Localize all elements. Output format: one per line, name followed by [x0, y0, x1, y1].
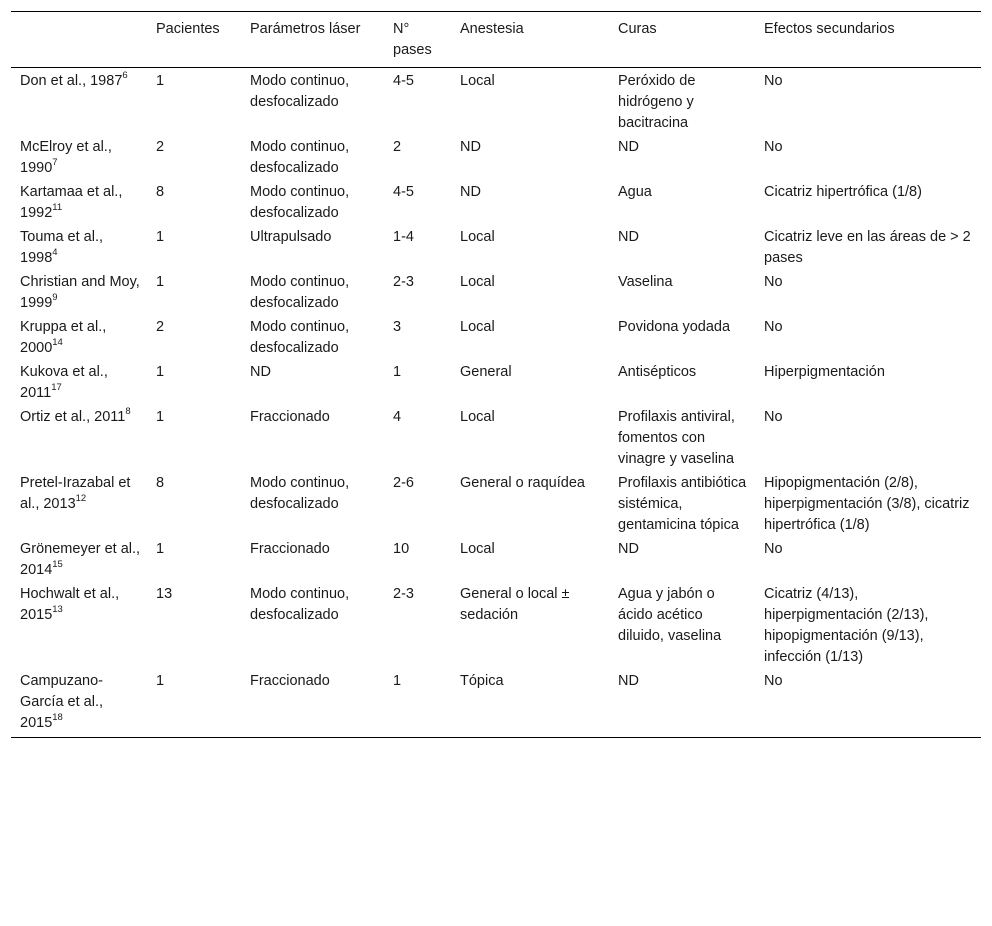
- author-name: Christian and Moy, 1999: [20, 274, 140, 311]
- table-row: [11, 136, 981, 181]
- efectos-cell: No: [764, 673, 783, 689]
- efectos-cell: Hipopigmentación (2/8), hiperpigmentación (3/8), cicatriz hipertrófica (1/8): [764, 475, 970, 533]
- parametros-cell: Modo continuo, desfocalizado: [250, 73, 350, 110]
- author-name: Hochwalt et al., 2015: [20, 586, 120, 623]
- efectos-cell: Hiperpigmentación: [764, 364, 885, 380]
- table-row: [11, 316, 981, 361]
- author-name: Ortiz et al., 2011: [20, 409, 126, 425]
- anestesia-cell: ND: [460, 184, 481, 200]
- efectos-cell: No: [764, 274, 783, 290]
- table-header: [11, 12, 981, 68]
- curas-cell: ND: [618, 139, 639, 155]
- anestesia-cell: Tópica: [460, 673, 504, 689]
- reference-number: 6: [122, 70, 128, 82]
- reference-number: 14: [52, 337, 63, 349]
- efectos-cell: Cicatriz hipertrófica (1/8): [764, 184, 922, 200]
- efectos-cell: No: [764, 541, 783, 557]
- pacientes-cell: 1: [156, 229, 165, 245]
- pases-cell: 4: [393, 409, 402, 425]
- parametros-cell: Fraccionado: [250, 673, 330, 689]
- pacientes-cell: 1: [156, 541, 165, 557]
- curas-cell: Profilaxis antibiótica sistémica, gentamicina tópica: [618, 475, 747, 533]
- author-cell: [11, 136, 147, 181]
- reference-number: 8: [125, 406, 131, 418]
- parametros-cell: Ultrapulsado: [250, 229, 332, 245]
- pacientes-cell: 1: [156, 73, 165, 89]
- curas-cell: ND: [618, 229, 639, 245]
- author-cell: [11, 316, 147, 361]
- header-author: [11, 12, 147, 68]
- author-name: Touma et al., 1998: [20, 229, 104, 266]
- anestesia-cell: General o local ± sedación: [460, 586, 570, 623]
- parametros-cell: Modo continuo, desfocalizado: [250, 586, 350, 623]
- reference-number: 15: [52, 559, 63, 571]
- table-row: [11, 670, 981, 738]
- curas-cell: ND: [618, 673, 639, 689]
- table-body: [11, 68, 981, 738]
- efectos-cell: Cicatriz (4/13), hiperpigmentación (2/13), hipopigmentación (9/13), infección (1/13): [764, 586, 929, 665]
- pacientes-cell: 1: [156, 274, 165, 290]
- anestesia-cell: Local: [460, 229, 495, 245]
- reference-number: 9: [52, 292, 58, 304]
- results-table: [11, 11, 981, 738]
- table-row: [11, 226, 981, 271]
- table-row: [11, 271, 981, 316]
- pacientes-cell: 1: [156, 409, 165, 425]
- anestesia-cell: Local: [460, 73, 495, 89]
- pases-cell: 2-6: [393, 475, 414, 491]
- parametros-cell: Modo continuo, desfocalizado: [250, 184, 350, 221]
- curas-cell: Profilaxis antiviral, fomentos con vinagre y vaselina: [618, 409, 735, 467]
- parametros-cell: Fraccionado: [250, 541, 330, 557]
- parametros-cell: Modo continuo, desfocalizado: [250, 319, 350, 356]
- anestesia-cell: General o raquídea: [460, 475, 585, 491]
- pases-cell: 10: [393, 541, 410, 557]
- pacientes-cell: 13: [156, 586, 173, 602]
- header-pacientes: Pacientes: [156, 21, 220, 37]
- header-pases: N° pases: [393, 21, 432, 58]
- pacientes-cell: 2: [156, 319, 165, 335]
- pases-cell: 4-5: [393, 73, 414, 89]
- author-cell: [11, 406, 147, 472]
- header-efectos: Efectos secundarios: [764, 21, 895, 37]
- author-cell: [11, 271, 147, 316]
- curas-cell: Vaselina: [618, 274, 673, 290]
- pases-cell: 1: [393, 673, 402, 689]
- anestesia-cell: Local: [460, 409, 495, 425]
- anestesia-cell: Local: [460, 319, 495, 335]
- header-row: [11, 12, 981, 68]
- curas-cell: Agua y jabón o ácido acético diluido, vaselina: [618, 586, 722, 644]
- reference-number: 13: [52, 604, 63, 616]
- author-name: Kruppa et al., 2000: [20, 319, 107, 356]
- header-anestesia: Anestesia: [460, 21, 524, 37]
- author-name: Grönemeyer et al., 2014: [20, 541, 141, 578]
- author-name: McElroy et al., 1990: [20, 139, 112, 176]
- header-curas: Curas: [618, 21, 657, 37]
- parametros-cell: Fraccionado: [250, 409, 330, 425]
- pases-cell: 1-4: [393, 229, 414, 245]
- efectos-cell: No: [764, 73, 783, 89]
- pases-cell: 4-5: [393, 184, 414, 200]
- pacientes-cell: 1: [156, 364, 165, 380]
- pacientes-cell: 8: [156, 475, 165, 491]
- pacientes-cell: 8: [156, 184, 165, 200]
- author-cell: [11, 472, 147, 538]
- table-row: [11, 406, 981, 472]
- author-cell: [11, 68, 147, 137]
- reference-number: 11: [52, 202, 63, 214]
- efectos-cell: No: [764, 409, 783, 425]
- reference-number: 18: [52, 712, 63, 724]
- reference-number: 12: [75, 493, 87, 505]
- reference-number: 7: [52, 157, 58, 169]
- author-name: Kukova et al., 2011: [20, 364, 108, 401]
- table-row: [11, 68, 981, 137]
- author-name: Don et al., 1987: [20, 73, 123, 89]
- anestesia-cell: General: [460, 364, 512, 380]
- author-cell: [11, 583, 147, 670]
- parametros-cell: ND: [250, 364, 271, 380]
- pases-cell: 2-3: [393, 274, 414, 290]
- pacientes-cell: 1: [156, 673, 165, 689]
- table-row: [11, 361, 981, 406]
- curas-cell: Povidona yodada: [618, 319, 731, 335]
- pases-cell: 3: [393, 319, 402, 335]
- author-cell: [11, 538, 147, 583]
- author-cell: [11, 181, 147, 226]
- curas-cell: Agua: [618, 184, 652, 200]
- curas-cell: Antisépticos: [618, 364, 697, 380]
- curas-cell: ND: [618, 541, 639, 557]
- parametros-cell: Modo continuo, desfocalizado: [250, 139, 350, 176]
- author-name: Campuzano-García et al., 2015: [20, 673, 104, 731]
- efectos-cell: Cicatriz leve en las áreas de > 2 pases: [764, 229, 971, 266]
- anestesia-cell: Local: [460, 541, 495, 557]
- efectos-cell: No: [764, 319, 783, 335]
- table-row: [11, 472, 981, 538]
- anestesia-cell: ND: [460, 139, 481, 155]
- parametros-cell: Modo continuo, desfocalizado: [250, 274, 350, 311]
- reference-number: 17: [51, 382, 62, 394]
- author-cell: [11, 226, 147, 271]
- author-cell: [11, 361, 147, 406]
- reference-number: 4: [52, 247, 58, 259]
- efectos-cell: No: [764, 139, 783, 155]
- curas-cell: Peróxido de hidrógeno y bacitracina: [618, 73, 696, 131]
- author-name: Kartamaa et al., 1992: [20, 184, 123, 221]
- pases-cell: 2: [393, 139, 402, 155]
- table-row: [11, 538, 981, 583]
- author-cell: [11, 670, 147, 738]
- pases-cell: 2-3: [393, 586, 414, 602]
- anestesia-cell: Local: [460, 274, 495, 290]
- pases-cell: 1: [393, 364, 402, 380]
- table-row: [11, 181, 981, 226]
- header-parametros: Parámetros láser: [250, 21, 361, 37]
- table-row: [11, 583, 981, 670]
- author-name: Pretel-Irazabal et al., 2013: [20, 475, 131, 512]
- parametros-cell: Modo continuo, desfocalizado: [250, 475, 350, 512]
- pacientes-cell: 2: [156, 139, 165, 155]
